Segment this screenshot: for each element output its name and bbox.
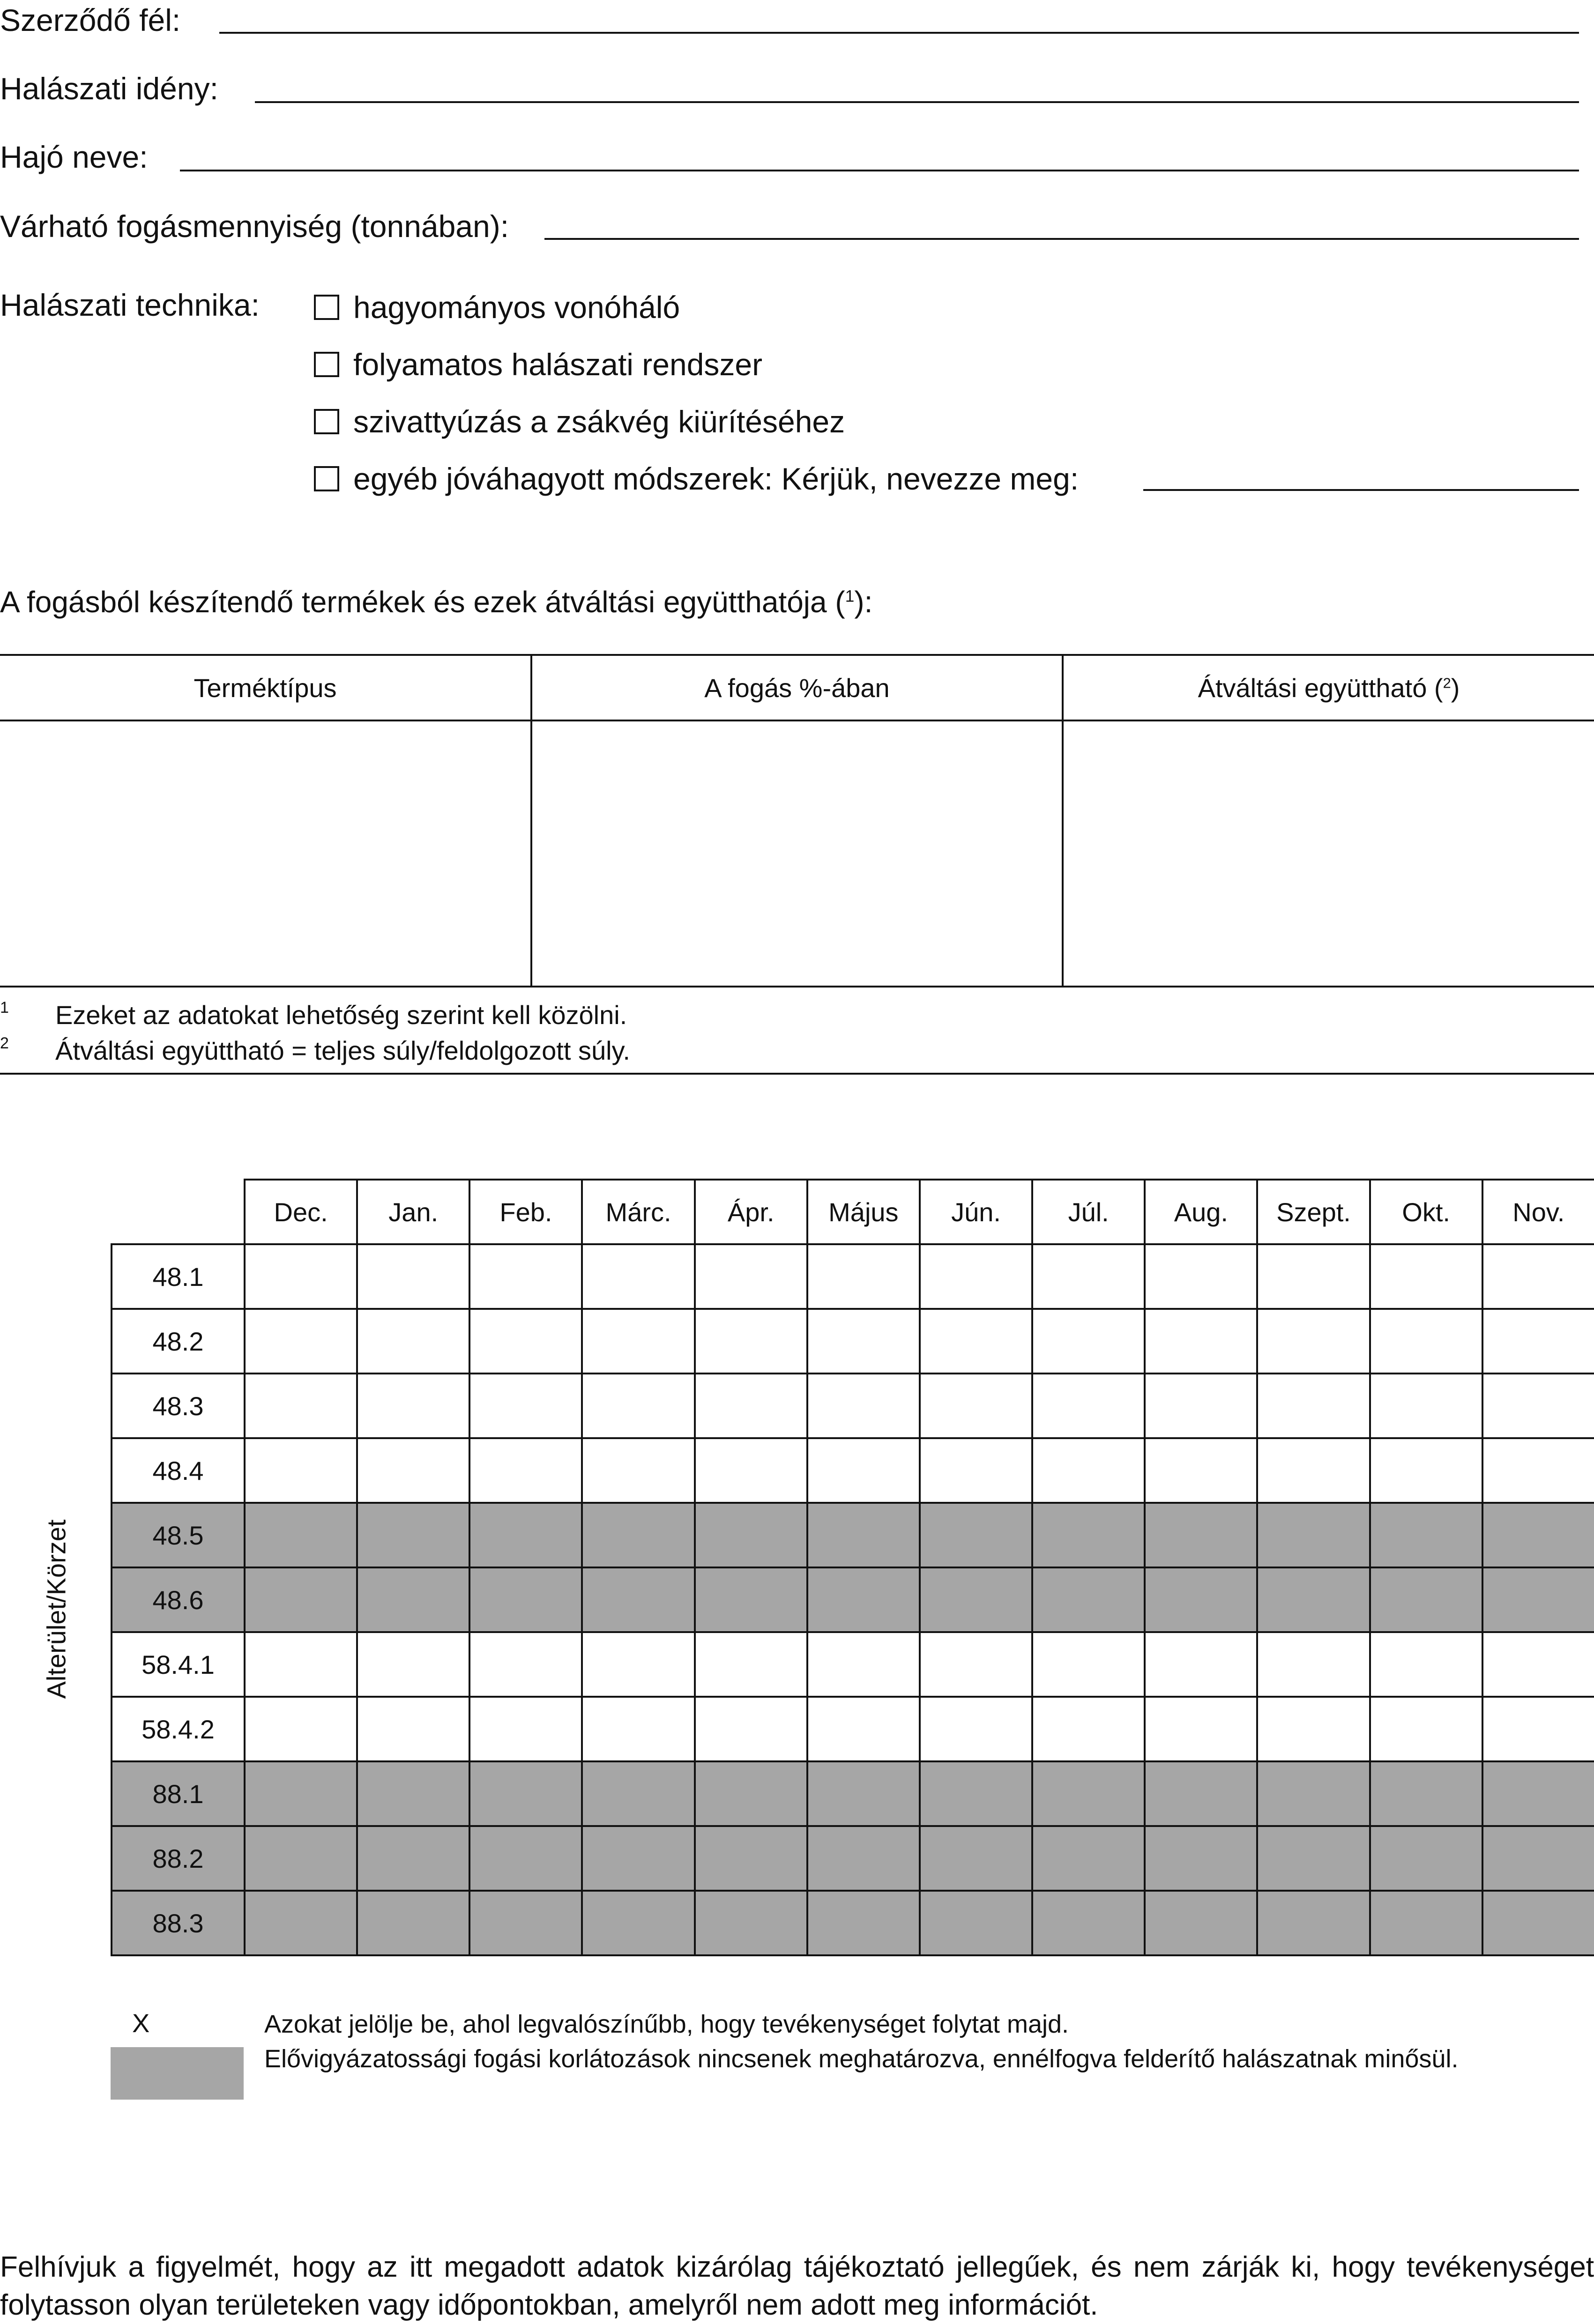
grid-cell[interactable] [1482,1632,1594,1697]
grid-cell[interactable] [1032,1697,1145,1761]
checkbox[interactable] [314,295,339,320]
grid-cell[interactable] [357,1438,469,1503]
grid-cell[interactable] [1257,1244,1370,1309]
vessel-name-label: Hajó neve: [0,140,148,174]
grid-cell[interactable] [245,1891,357,1955]
grid-cell[interactable] [1482,1244,1594,1309]
grid-cell[interactable] [469,1632,582,1697]
area-label: 88.2 [112,1826,245,1891]
grid-cell[interactable] [1145,1632,1257,1697]
table-row [112,1567,1594,1632]
grid-cell[interactable] [357,1374,469,1438]
grid-cell[interactable] [695,1244,807,1309]
month-header: Okt. [1370,1180,1482,1244]
month-header: Aug. [1145,1180,1257,1244]
grid-corner [112,1180,245,1244]
grid-cell[interactable] [469,1244,582,1309]
grid-cell[interactable] [1482,1503,1594,1567]
grid-cell[interactable] [1145,1503,1257,1567]
legend-x-mark: X [132,2008,150,2038]
grid-cell[interactable] [357,1309,469,1374]
grid-cell[interactable] [695,1309,807,1374]
footnote-1 [0,1000,627,1030]
grid-cell[interactable] [695,1826,807,1891]
grid-cell[interactable] [582,1503,694,1567]
grid-cell[interactable] [469,1503,582,1567]
grid-cell[interactable] [1032,1567,1145,1632]
grid-cell[interactable] [1257,1503,1370,1567]
grid-cell[interactable] [807,1374,920,1438]
footnote-2 [0,1035,630,1066]
catch-percent-cell[interactable] [531,720,1063,987]
month-header: Feb. [469,1180,582,1244]
table-row [112,1503,1594,1567]
vessel-name-input[interactable] [180,170,1579,171]
grid-cell[interactable] [582,1632,694,1697]
grid-cell[interactable] [695,1632,807,1697]
month-header: Május [807,1180,920,1244]
grid-cell[interactable] [1032,1309,1145,1374]
grid-cell[interactable] [1370,1826,1482,1891]
checkbox[interactable] [314,466,339,491]
table-row [112,1891,1594,1955]
grid-cell[interactable] [1257,1826,1370,1891]
month-header: Szept. [1257,1180,1370,1244]
grid-cell[interactable] [1257,1761,1370,1826]
table-row [112,1761,1594,1826]
grid-cell[interactable] [807,1567,920,1632]
grid-cell[interactable] [807,1697,920,1761]
month-header: Jún. [920,1180,1032,1244]
table-header-row [0,655,1594,720]
table-row [112,1632,1594,1697]
area-label: 48.2 [112,1309,245,1374]
grid-cell[interactable] [582,1244,694,1309]
grid-cell[interactable] [582,1309,694,1374]
footnote-divider [0,1073,1594,1075]
conversion-factor-header: Átváltási együttható ($^2$) [1063,655,1594,720]
fishing-season-label: Halászati idény: [0,71,218,106]
expected-catch-input[interactable] [544,238,1579,240]
grid-cell[interactable] [1482,1309,1594,1374]
grid-cell[interactable] [357,1891,469,1955]
products-table [0,654,1594,988]
grid-cell[interactable] [1032,1761,1145,1826]
fishing-technique-label: Halászati technika: [0,288,260,322]
technique-option-label: hagyományos vonóháló [353,290,680,325]
grid-cell[interactable] [582,1761,694,1826]
grid-cell[interactable] [245,1438,357,1503]
grid-cell[interactable] [1482,1697,1594,1761]
grid-cell[interactable] [469,1761,582,1826]
footnote-mark: 1 [0,999,9,1017]
grid-cell[interactable] [920,1697,1032,1761]
grid-cell[interactable] [807,1826,920,1891]
grid-cell[interactable] [582,1697,694,1761]
grid-cell[interactable] [245,1826,357,1891]
grid-cell[interactable] [357,1632,469,1697]
checkbox[interactable] [314,409,339,434]
grid-cell[interactable] [1370,1632,1482,1697]
grid-cell[interactable] [357,1503,469,1567]
grid-cell[interactable] [1257,1697,1370,1761]
grid-cell[interactable] [582,1891,694,1955]
grid-cell[interactable] [920,1826,1032,1891]
grid-cell[interactable] [245,1761,357,1826]
grid-cell[interactable] [920,1244,1032,1309]
technique-option-label: szivattyúzás a zsákvég kiürítéséhez [353,404,845,439]
grid-cell[interactable] [1145,1244,1257,1309]
contracting-party-label: Szerződő fél: [0,3,181,37]
grid-cell[interactable] [1257,1632,1370,1697]
grid-cell[interactable] [695,1438,807,1503]
grid-cell[interactable] [1370,1567,1482,1632]
grid-cell[interactable] [1257,1891,1370,1955]
grid-cell[interactable] [807,1761,920,1826]
grid-cell[interactable] [357,1244,469,1309]
grid-cell[interactable] [1032,1374,1145,1438]
month-header: Nov. [1482,1180,1594,1244]
grid-cell[interactable] [469,1826,582,1891]
grid-cell[interactable] [807,1891,920,1955]
area-label: 48.1 [112,1244,245,1309]
grid-cell[interactable] [1370,1244,1482,1309]
grid-cell[interactable] [920,1309,1032,1374]
grid-cell[interactable] [1145,1309,1257,1374]
grid-cell[interactable] [469,1567,582,1632]
grid-cell[interactable] [1370,1503,1482,1567]
month-header: Jan. [357,1180,469,1244]
catch-percent-header: A fogás %-ában [531,655,1063,720]
area-label: 58.4.2 [112,1697,245,1761]
technique-option-label: egyéb jóváhagyott módszerek: Kérjük, nevezze meg: [353,461,1079,496]
grid-cell[interactable] [920,1567,1032,1632]
fishing-season-input[interactable] [255,101,1579,103]
grid-cell[interactable] [1257,1374,1370,1438]
grid-cell[interactable] [469,1438,582,1503]
checkbox[interactable] [314,352,339,377]
contracting-party-input[interactable] [219,32,1579,34]
area-month-grid [111,1179,1594,1956]
grid-cell[interactable] [1032,1438,1145,1503]
table-row [112,1438,1594,1503]
month-header: Márc. [582,1180,694,1244]
grid-cell[interactable] [1482,1567,1594,1632]
grid-cell[interactable] [807,1438,920,1503]
area-label: 88.1 [112,1761,245,1826]
grid-cell[interactable] [582,1826,694,1891]
grid-cell[interactable] [920,1761,1032,1826]
grid-cell[interactable] [1482,1374,1594,1438]
grid-cell[interactable] [807,1632,920,1697]
grid-cell[interactable] [1032,1244,1145,1309]
legend-shade-text: Elővigyázatossági fogási korlátozások nincsenek meghatározva, ennélfogva felderítő halászatnak minősül. [264,2045,1459,2073]
technique-option-continuous[interactable] [314,347,762,382]
grid-cell[interactable] [1032,1826,1145,1891]
technique-option-pumping[interactable] [314,404,845,439]
grid-cell[interactable] [1482,1891,1594,1955]
grid-cell[interactable] [245,1244,357,1309]
grid-cell[interactable] [1482,1438,1594,1503]
grid-cell[interactable] [469,1697,582,1761]
grid-cell[interactable] [1257,1438,1370,1503]
grid-cell[interactable] [807,1503,920,1567]
grid-cell[interactable] [1482,1761,1594,1826]
table-row [112,1309,1594,1374]
month-header: Júl. [1032,1180,1145,1244]
grid-cell[interactable] [695,1503,807,1567]
grid-cell[interactable] [1370,1438,1482,1503]
grid-cell[interactable] [582,1567,694,1632]
area-label: 48.5 [112,1503,245,1567]
grid-cell[interactable] [245,1309,357,1374]
grid-cell[interactable] [920,1632,1032,1697]
product-type-cell[interactable] [0,720,531,987]
grid-cell[interactable] [1370,1891,1482,1955]
legend-x-text: Azokat jelölje be, ahol legvalószínűbb, hogy tevékenységet folytat majd. [264,2010,1069,2038]
area-label: 58.4.1 [112,1632,245,1697]
area-label: 48.3 [112,1374,245,1438]
closing-note: Felhívjuk a figyelmét, hogy az itt megadott adatok kizárólag tájékoztató jellegűek, és nem zárják ki, hogy tevékenységet folytasson olyan területeken vagy időpontokban, amelyről nem adott meg információt. [0,2251,1594,2321]
grid-cell[interactable] [357,1761,469,1826]
table-row [112,1697,1594,1761]
grid-cell[interactable] [357,1567,469,1632]
grid-cell[interactable] [245,1567,357,1632]
grid-cell[interactable] [1145,1891,1257,1955]
grid-cell[interactable] [1482,1826,1594,1891]
footnote-mark: 2 [0,1034,9,1052]
grid-cell[interactable] [245,1503,357,1567]
grid-cell[interactable] [1032,1503,1145,1567]
technique-option-traditional[interactable] [314,290,680,325]
legend-shade-swatch [111,2047,244,2100]
area-label: 88.3 [112,1891,245,1955]
month-header: Dec. [245,1180,357,1244]
grid-cell[interactable] [1145,1826,1257,1891]
grid-cell[interactable] [1145,1697,1257,1761]
grid-cell[interactable] [1032,1891,1145,1955]
grid-cell[interactable] [695,1891,807,1955]
grid-cell[interactable] [1370,1309,1482,1374]
grid-cell[interactable] [1370,1374,1482,1438]
grid-cell[interactable] [469,1309,582,1374]
expected-catch-label: Várható fogásmennyiség (tonnában): [0,209,509,244]
footnote-text: Átváltási együttható = teljes súly/feldolgozott súly. [55,1036,630,1065]
grid-cell[interactable] [1370,1697,1482,1761]
grid-cell[interactable] [1145,1374,1257,1438]
grid-cell[interactable] [469,1374,582,1438]
grid-cell[interactable] [1145,1761,1257,1826]
grid-cell[interactable] [245,1374,357,1438]
grid-cell[interactable] [357,1826,469,1891]
table-row [0,720,1594,987]
table-row [112,1374,1594,1438]
grid-cell[interactable] [245,1632,357,1697]
product-type-header: Terméktípus [0,655,531,720]
technique-option-other[interactable] [314,461,1079,497]
grid-cell[interactable] [1257,1309,1370,1374]
grid-cell[interactable] [920,1374,1032,1438]
grid-cell[interactable] [1257,1567,1370,1632]
grid-cell[interactable] [920,1891,1032,1955]
area-label: 48.6 [112,1567,245,1632]
area-label: 48.4 [112,1438,245,1503]
products-heading: A fogásból készítendő termékek és ezek átváltási együtthatója ($^1$): [0,585,873,619]
grid-cell[interactable] [469,1891,582,1955]
grid-cell[interactable] [695,1567,807,1632]
grid-cell[interactable] [245,1697,357,1761]
conversion-factor-cell[interactable] [1063,720,1594,987]
table-row [112,1244,1594,1309]
technique-option-label: folyamatos halászati rendszer [353,347,763,382]
grid-cell[interactable] [582,1374,694,1438]
grid-cell[interactable] [807,1309,920,1374]
grid-cell[interactable] [920,1503,1032,1567]
other-method-input[interactable] [1143,489,1579,491]
month-header: Ápr. [695,1180,807,1244]
grid-cell[interactable] [1370,1761,1482,1826]
table-row [112,1826,1594,1891]
grid-cell[interactable] [582,1438,694,1503]
footnote-text: Ezeket az adatokat lehetőség szerint kell közölni. [55,1000,627,1030]
grid-cell[interactable] [920,1438,1032,1503]
grid-cell[interactable] [695,1761,807,1826]
grid-cell[interactable] [1145,1438,1257,1503]
grid-header-row [112,1180,1594,1244]
grid-cell[interactable] [807,1244,920,1309]
grid-cell[interactable] [1145,1567,1257,1632]
grid-cell[interactable] [1032,1632,1145,1697]
grid-cell[interactable] [695,1697,807,1761]
grid-cell[interactable] [695,1374,807,1438]
grid-cell[interactable] [357,1697,469,1761]
